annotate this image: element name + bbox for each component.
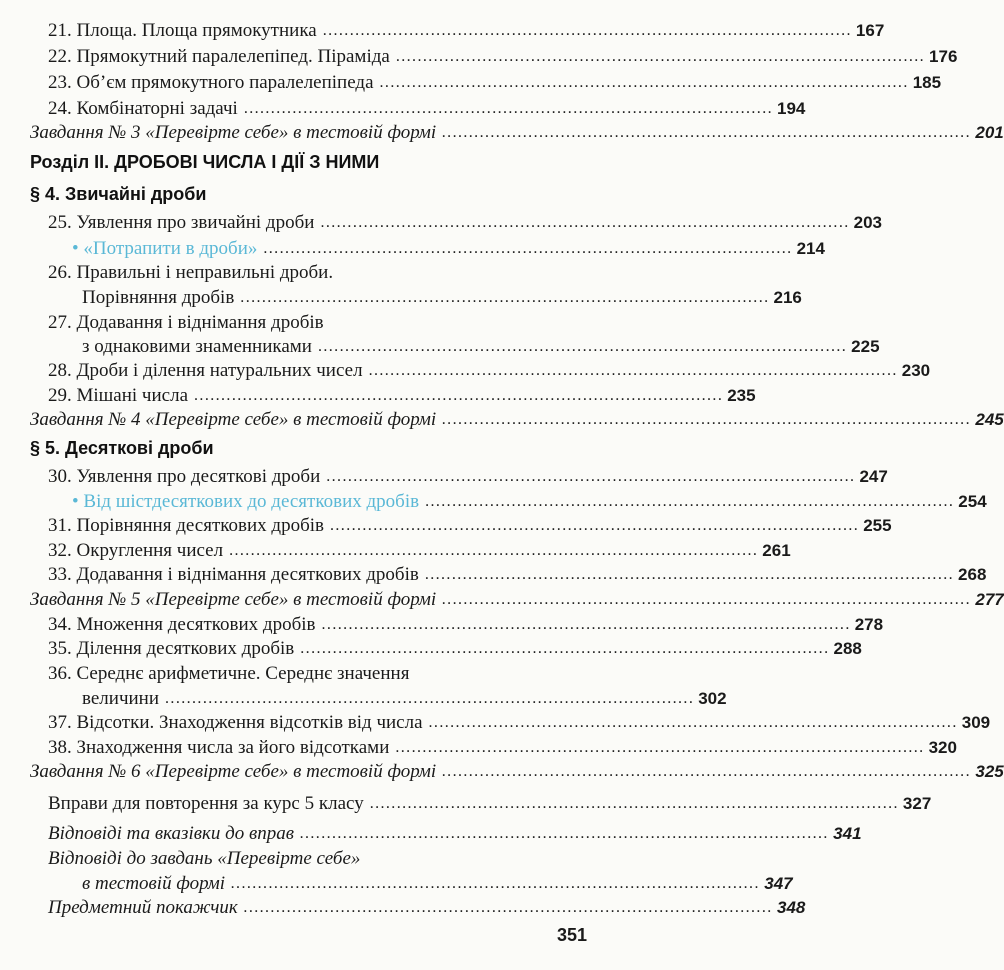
toc-entry-title: 34. Множення десяткових дробів xyxy=(48,614,316,635)
toc-entry-title: 27. Додавання і віднімання дробів xyxy=(48,312,324,333)
toc-entry-title: Предметний покажчик xyxy=(48,897,238,918)
toc-entry-title: 24. Комбінаторні задачі xyxy=(48,98,238,119)
leader-dots: .................................................................................................. xyxy=(395,739,925,756)
leader-dots: .................................................................................................. xyxy=(424,566,955,583)
toc-entry xyxy=(48,733,957,759)
toc-entry-page: 194 xyxy=(777,99,806,118)
toc-entry-title: 30. Уявлення про десяткові дроби xyxy=(48,466,321,487)
toc-entry-page: 245 xyxy=(975,410,1004,429)
toc-entry xyxy=(48,208,883,234)
toc-entry-line xyxy=(48,844,584,870)
toc-entry-title: Відповіді та вказівки до вправ xyxy=(48,823,294,844)
toc-entry xyxy=(48,356,931,382)
toc-entry-title: • «Потрапити в дроби» xyxy=(72,238,258,259)
toc-entry xyxy=(48,42,958,68)
toc-entry-title: 33. Додавання і віднімання десяткових дробів xyxy=(48,564,419,585)
toc-entry-page: 176 xyxy=(929,47,958,66)
leader-dots: .................................................................................................. xyxy=(395,48,926,65)
toc-entry-title: величини xyxy=(82,688,160,709)
leader-dots: .................................................................................................. xyxy=(317,338,848,355)
paragraph-title: § 5. Десяткові дроби xyxy=(30,438,214,458)
toc-entry xyxy=(82,869,793,895)
toc-entry-title: Завдання № 3 «Перевірте себе» в тестовій формі xyxy=(30,122,437,143)
toc-entry-title: Порівняння дробів xyxy=(82,287,235,308)
toc-entry-page: 185 xyxy=(912,73,942,92)
toc-entry-title: 29. Мішані числа xyxy=(48,385,189,406)
toc-entry-page: 216 xyxy=(773,288,802,307)
leader-dots: .................................................................................................. xyxy=(369,795,899,812)
toc-entry-title: Відповіді до завдань «Перевірте себе» xyxy=(48,848,361,869)
leader-dots: .................................................................................................. xyxy=(326,468,856,485)
toc-entry xyxy=(48,68,942,94)
toc-entry-title: 26. Правильні і неправильні дроби. xyxy=(48,262,334,283)
toc-entry xyxy=(48,94,806,120)
leader-dots: .................................................................................................. xyxy=(229,542,759,559)
leader-dots: .................................................................................................. xyxy=(442,763,972,780)
toc-entry-title: з однаковими знаменниками xyxy=(82,336,312,357)
toc-entry xyxy=(48,789,932,815)
toc-entry-page: 254 xyxy=(958,492,987,511)
toc-entry xyxy=(48,893,806,919)
leader-dots: .................................................................................................. xyxy=(442,124,972,141)
toc-entry xyxy=(82,283,802,309)
toc-entry-title: 36. Середнє арифметичне. Середнє значення xyxy=(48,663,410,684)
toc-entry-title: 23. Об’єм прямокутного паралелепіпеда xyxy=(48,72,374,93)
toc-entry-page: 347 xyxy=(764,874,793,893)
leader-dots: .................................................................................................. xyxy=(299,825,830,842)
toc-entry xyxy=(48,462,888,488)
toc-entry xyxy=(48,536,791,562)
toc-entry-page: 235 xyxy=(727,386,756,405)
toc-test-entry xyxy=(30,757,1004,783)
toc-entry-page: 214 xyxy=(796,239,825,258)
toc-entry xyxy=(48,381,756,407)
toc-entry-title: 38. Знаходження числа за його відсотками xyxy=(48,737,390,758)
toc-entry-page: 288 xyxy=(833,639,862,658)
toc-entry-title: 22. Прямокутний паралелепіпед. Піраміда xyxy=(48,46,390,67)
toc-entry xyxy=(48,610,884,636)
leader-dots: .................................................................................................. xyxy=(322,22,852,39)
toc-entry-page: 255 xyxy=(863,516,892,535)
toc-entry xyxy=(48,634,862,660)
toc-entry-page: 247 xyxy=(859,467,888,486)
toc-entry xyxy=(82,684,727,710)
toc-entry-page: 167 xyxy=(855,21,885,40)
toc-entry-title: 37. Відсотки. Знаходження відсотків від числа xyxy=(48,712,423,733)
leader-dots: .................................................................................................. xyxy=(300,640,830,657)
toc-entry-title: Завдання № 5 «Перевірте себе» в тестовій формі xyxy=(30,589,437,610)
toc-entry-page: 278 xyxy=(854,615,884,634)
toc-entry-title: 25. Уявлення про звичайні дроби xyxy=(48,212,315,233)
toc-entry-page: 203 xyxy=(853,213,883,232)
section-title: Розділ II. ДРОБОВІ ЧИСЛА І ДІЇ З НИМИ xyxy=(30,152,380,172)
toc-entry-page: 309 xyxy=(961,713,991,732)
toc-entry-page: 341 xyxy=(833,824,862,843)
leader-dots: .................................................................................................. xyxy=(379,74,909,91)
toc-test-entry xyxy=(30,405,1004,431)
toc-entry-title: в тестовій формі xyxy=(82,873,226,894)
leader-dots: .................................................................................................. xyxy=(428,714,958,731)
toc-entry-title: Завдання № 6 «Перевірте себе» в тестовій формі xyxy=(30,761,437,782)
toc-entry-line xyxy=(48,258,584,284)
toc-entry-title: 21. Площа. Площа прямокутника xyxy=(48,20,317,41)
leader-dots: .................................................................................................. xyxy=(368,362,898,379)
toc-entry-line xyxy=(48,659,584,685)
leader-dots: .................................................................................................. xyxy=(442,411,972,428)
toc-entry-title: Завдання № 4 «Перевірте себе» в тестовій формі xyxy=(30,409,437,430)
toc-entry-page: 348 xyxy=(777,898,806,917)
leader-dots: .................................................................................................. xyxy=(263,240,793,257)
toc-entry-page: 325 xyxy=(975,762,1004,781)
leader-dots: .................................................................................................. xyxy=(231,875,761,892)
toc-entry-page: 230 xyxy=(901,361,931,380)
leader-dots: .................................................................................................. xyxy=(165,690,695,707)
toc-entry-page: 261 xyxy=(762,541,791,560)
leader-dots: .................................................................................................. xyxy=(240,289,770,306)
leader-dots: .................................................................................................. xyxy=(330,517,860,534)
toc-entry xyxy=(48,560,987,586)
toc-entry xyxy=(48,819,862,845)
toc-test-entry xyxy=(30,118,1004,144)
toc-entry-page: 201 xyxy=(975,123,1004,142)
toc-entry-page: 327 xyxy=(902,794,932,813)
page-number: 351 xyxy=(557,925,588,945)
toc-entry-page: 302 xyxy=(698,689,727,708)
toc-entry-page: 268 xyxy=(958,565,987,584)
toc-entry-title: 35. Ділення десяткових дробів xyxy=(48,638,295,659)
toc-entry-page: 225 xyxy=(851,337,880,356)
toc-entry-title: 28. Дроби і ділення натуральних чисел xyxy=(48,360,363,381)
toc-bonus-entry xyxy=(72,234,825,260)
leader-dots: .................................................................................................. xyxy=(243,100,774,117)
toc-entry xyxy=(48,16,885,42)
toc-entry xyxy=(48,511,892,537)
leader-dots: .................................................................................................. xyxy=(320,214,850,231)
toc-entry-page: 277 xyxy=(975,590,1004,609)
toc-entry-title: 31. Порівняння десяткових дробів xyxy=(48,515,324,536)
leader-dots: .................................................................................................. xyxy=(425,493,955,510)
toc-entry xyxy=(48,708,991,734)
leader-dots: .................................................................................................. xyxy=(194,387,724,404)
toc-entry xyxy=(82,332,880,358)
toc-entry-line xyxy=(48,308,584,334)
leader-dots: .................................................................................................. xyxy=(243,899,773,916)
toc-entry-page: 320 xyxy=(928,738,957,757)
toc-entry-title: Вправи для повторення за курс 5 класу xyxy=(48,793,364,814)
toc-test-entry xyxy=(30,585,1004,611)
toc-bonus-entry xyxy=(72,487,987,513)
leader-dots: .................................................................................................. xyxy=(321,616,851,633)
toc-entry-title: 32. Округлення чисел xyxy=(48,540,224,561)
leader-dots: .................................................................................................. xyxy=(442,591,972,608)
toc-entry-title: • Від шістдесяткових до десяткових дробів xyxy=(72,491,420,512)
paragraph-title: § 4. Звичайні дроби xyxy=(30,184,207,204)
